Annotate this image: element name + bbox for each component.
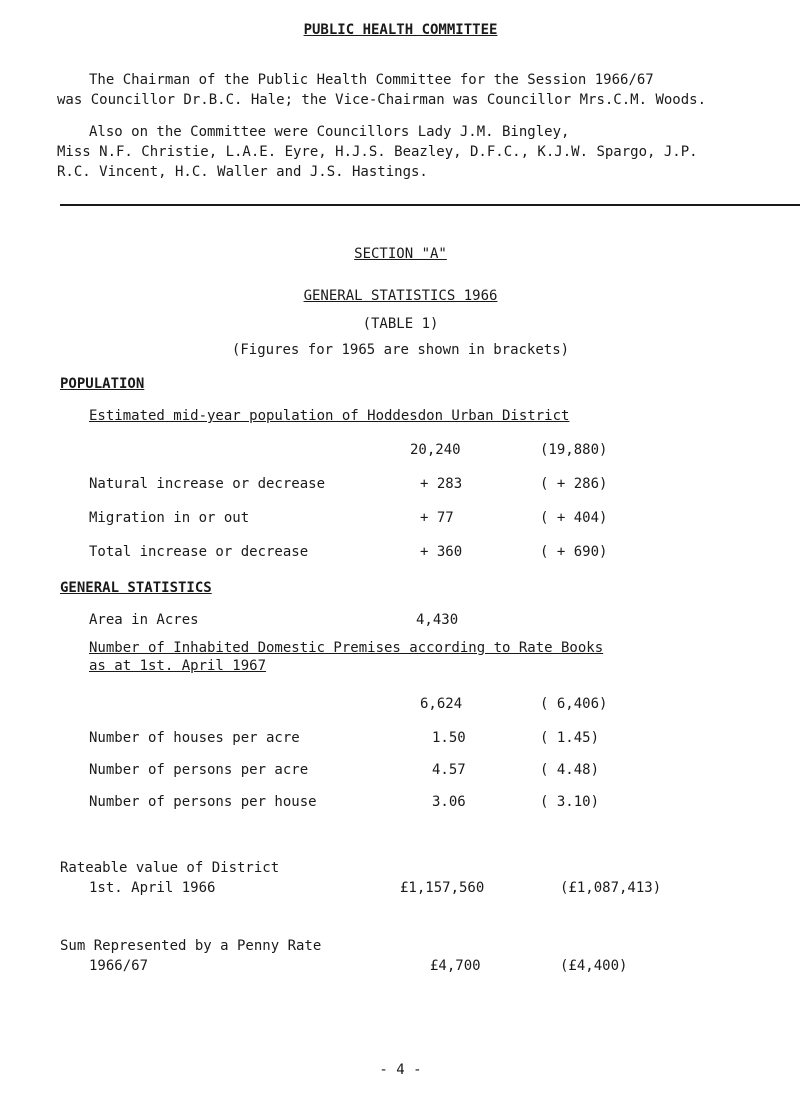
premises-prev: ( 6,406) [540,696,608,712]
population-value: 20,240 [410,442,461,458]
row-label: Number of houses per acre [89,730,300,746]
row-label: Natural increase or decrease [89,476,326,492]
area-label: Area in Acres [89,612,199,628]
row-label: Migration in or out [89,510,250,526]
row-value: + 77 [420,510,454,526]
intro-line-5: R.C. Vincent, H.C. Waller and J.S. Hastings. [57,164,428,180]
divider-rule [60,204,800,206]
section-subtitle: GENERAL STATISTICS 1966 [303,288,498,304]
rateable-label-line-2: 1st. April 1966 [89,880,216,896]
page-number: - 4 - [379,1062,422,1078]
penny-label-line-2: 1966/67 [89,958,149,974]
penny-value: £4,700 [430,958,481,974]
row-value: 3.06 [432,794,466,810]
section-title: SECTION "A" [354,246,447,262]
population-prev: (19,880) [540,442,608,458]
population-heading: POPULATION [60,376,145,392]
table-reference: (TABLE 1) [362,316,439,332]
penny-label-line-1: Sum Represented by a Penny Rate [60,938,322,954]
intro-line-4: Miss N.F. Christie, L.A.E. Eyre, H.J.S. Beazley, D.F.C., K.J.W. Spargo, J.P. [57,144,698,160]
penny-prev: (£4,400) [560,958,628,974]
rateable-value: £1,157,560 [400,880,485,896]
intro-line-1: The Chairman of the Public Health Committee for the Session 1966/67 [89,72,654,88]
row-prev: ( + 404) [540,510,608,526]
row-prev: ( + 690) [540,544,608,560]
row-label: Total increase or decrease [89,544,309,560]
row-label: Number of persons per house [89,794,317,810]
row-value: 4.57 [432,762,466,778]
row-prev: ( 3.10) [540,794,600,810]
row-prev: ( 1.45) [540,730,600,746]
row-prev: ( 4.48) [540,762,600,778]
page-heading: PUBLIC HEALTH COMMITTEE [303,22,498,38]
rateable-prev: (£1,087,413) [560,880,662,896]
row-value: + 283 [420,476,463,492]
intro-line-2: was Councillor Dr.B.C. Hale; the Vice-Chairman was Councillor Mrs.C.M. Woods. [57,92,707,108]
premises-value: 6,624 [420,696,463,712]
brackets-note: (Figures for 1965 are shown in brackets) [231,342,570,358]
row-value: + 360 [420,544,463,560]
row-value: 1.50 [432,730,466,746]
population-subheading: Estimated mid-year population of Hoddesdon Urban District [89,408,570,424]
row-label: Number of persons per acre [89,762,309,778]
area-value: 4,430 [416,612,459,628]
intro-line-3: Also on the Committee were Councillors Lady J.M. Bingley, [89,124,570,140]
row-prev: ( + 286) [540,476,608,492]
premises-title-line-2: as at 1st. April 1967 [89,658,267,674]
general-statistics-heading: GENERAL STATISTICS [60,580,212,596]
rateable-label-line-1: Rateable value of District [60,860,280,876]
premises-title-line-1: Number of Inhabited Domestic Premises according to Rate Books [89,640,604,656]
